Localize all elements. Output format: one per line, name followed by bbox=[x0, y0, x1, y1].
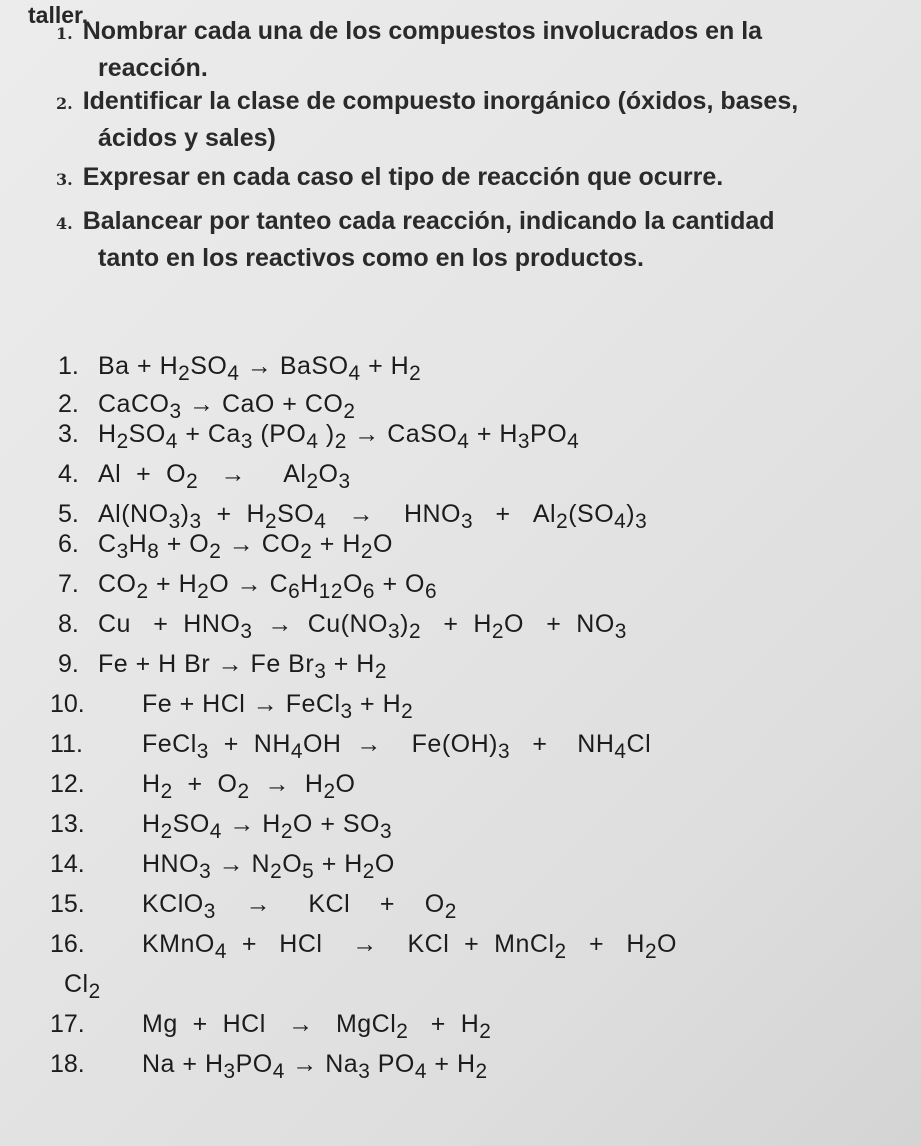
equation-formula: Fe + H Br → Fe $Br_3 + H_2$ bbox=[98, 650, 387, 683]
equation-row bbox=[50, 726, 651, 762]
instruction-text: Identificar la clase de compuesto inorgánico (óxidos, bases, bbox=[82, 87, 799, 115]
equation-row bbox=[58, 606, 627, 642]
equation-row bbox=[50, 926, 677, 962]
equation-number: 16. bbox=[50, 930, 85, 958]
equation-row bbox=[58, 348, 421, 384]
equation-formula: $H_2SO_4 \to H_2O + SO_3$ bbox=[142, 810, 393, 843]
equation-number: 8. bbox=[58, 610, 79, 638]
equation-formula: KClO$_3$ → KCl + $O_2$ bbox=[142, 890, 457, 923]
instruction-text-cont: ácidos y sales) bbox=[98, 124, 276, 152]
equation-row bbox=[58, 456, 351, 492]
instruction-3 bbox=[56, 160, 896, 197]
equation-formula: KMnO$_4$ + HCl → KCl + MnCl$_2$ + $H_2O$ bbox=[142, 930, 677, 963]
equation-number: 13. bbox=[50, 810, 85, 838]
instruction-text: Expresar en cada caso el tipo de reacción que ocurre. bbox=[82, 163, 724, 191]
equation-number: 7. bbox=[58, 570, 79, 598]
equation-formula: $Na + H_3PO_4 \to Na_3$ $PO_4 + H_2$ bbox=[142, 1050, 488, 1083]
equation-number: 15. bbox=[50, 890, 85, 918]
equation-formula: Fe + HCl → FeCl$_3$ + $H_2$ bbox=[142, 690, 414, 723]
equation-row bbox=[50, 886, 457, 922]
equation-row bbox=[50, 1006, 491, 1042]
equation-formula: $H_2SO_4 + Ca_3$ ($PO_4$ )$_2$ → CaSO$_4$ + $H_3PO_4$ bbox=[98, 420, 580, 453]
equation-row bbox=[50, 806, 392, 842]
instruction-1 bbox=[56, 14, 896, 86]
equation-formula: $Ba + H_2SO_4$ → BaSO$_4$ + $H_2$ bbox=[98, 352, 422, 385]
equation-row bbox=[50, 1046, 488, 1082]
equation-formula: $Al + O_2$ → $Al_2O_3$ bbox=[98, 460, 351, 493]
equation-number: 11. bbox=[50, 730, 83, 758]
equation-formula: $H_2 + O_2 \to H_2O$ bbox=[142, 770, 356, 803]
equation-formula: $Cl_2$ bbox=[64, 970, 101, 1003]
equation-row bbox=[50, 846, 395, 882]
equation-number: 14. bbox=[50, 850, 85, 878]
equation-formula: $CO_2 + H_2O \to C_6H_{12}O_6 + O_6$ bbox=[98, 570, 438, 603]
equation-formula: $HNO_3 \to N_2O_5 + H_2O$ bbox=[142, 850, 395, 883]
instruction-text-cont: reacción. bbox=[98, 54, 208, 82]
equation-number: 12. bbox=[50, 770, 85, 798]
instruction-text-cont: tanto en los reactivos como en los productos. bbox=[98, 244, 644, 272]
page-heading: taller. bbox=[28, 2, 89, 28]
instruction-text: Balancear por tanteo cada reacción, indicando la cantidad bbox=[82, 207, 775, 235]
equation-row bbox=[50, 686, 413, 722]
equation-number: 17. bbox=[50, 1010, 85, 1038]
instruction-number: 3. bbox=[56, 170, 73, 189]
equation-number: 6. bbox=[58, 530, 79, 558]
instruction-number: 4. bbox=[56, 214, 73, 233]
equation-formula: $C_3H_8 + O_2 \to CO_2 + H_2O$ bbox=[98, 530, 393, 563]
equation-row bbox=[50, 766, 355, 802]
equation-row bbox=[58, 526, 393, 562]
equation-row bbox=[58, 566, 437, 602]
instruction-number: 1. bbox=[56, 24, 73, 43]
equation-row bbox=[58, 646, 387, 682]
equation-row bbox=[58, 416, 579, 452]
equation-number: 5. bbox=[58, 500, 79, 528]
equation-formula: Mg + HCl → MgCl$_2$ + $H_2$ bbox=[142, 1010, 492, 1043]
equation-number: 18. bbox=[50, 1050, 85, 1078]
equation-formula: CaCO$_3$ → CaO + $CO_2$ bbox=[98, 390, 356, 423]
equation-number: 2. bbox=[58, 390, 79, 418]
instruction-2 bbox=[56, 84, 896, 156]
equation-number: 1. bbox=[58, 352, 79, 380]
equation-number: 10. bbox=[50, 690, 85, 718]
equation-number: 9. bbox=[58, 650, 79, 678]
equation-formula: FeCl$_3$ + $NH_4OH$ → $Fe(OH)_3$ + $NH_4Cl$ bbox=[142, 730, 652, 763]
equation-row bbox=[64, 966, 101, 1002]
instruction-number: 2. bbox=[56, 94, 73, 113]
equation-formula: $Al(NO_3)_3 + H_2SO_4$ → $HNO_3 + Al_2(SO_4)_3$ bbox=[98, 500, 648, 533]
equation-number: 3. bbox=[58, 420, 79, 448]
equation-formula: $Cu + HNO_3 \to Cu(NO_3)_2 + H_2O + NO_3$ bbox=[98, 610, 627, 643]
instruction-4 bbox=[56, 204, 896, 276]
instruction-text: Nombrar cada una de los compuestos involucrados en la bbox=[82, 17, 763, 45]
equation-number: 4. bbox=[58, 460, 79, 488]
